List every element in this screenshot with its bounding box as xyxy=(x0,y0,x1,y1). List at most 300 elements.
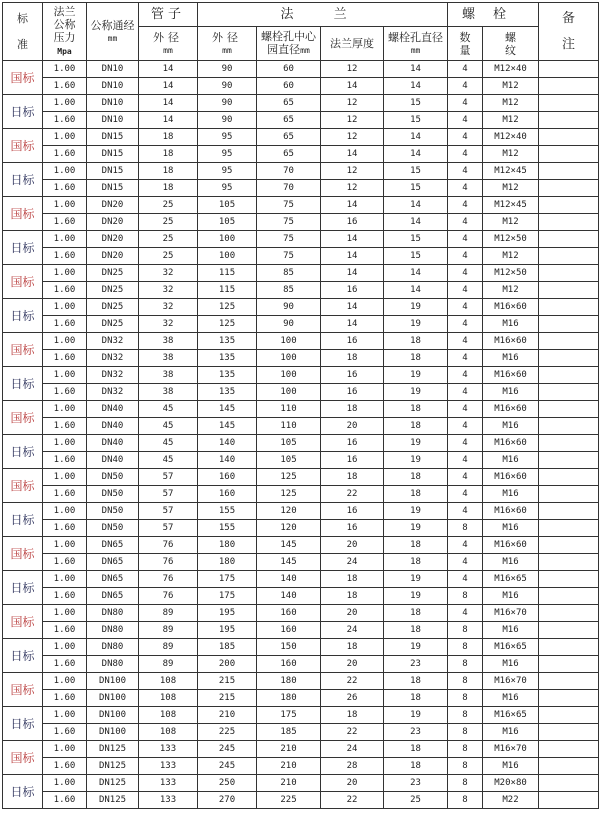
hole-diameter-cell: 19 xyxy=(384,452,448,469)
bolt-count-cell: 4 xyxy=(448,435,483,452)
pressure-cell: 1.00 xyxy=(43,707,87,724)
bolt-circle-cell: 140 xyxy=(257,588,321,605)
pipe-od-cell: 133 xyxy=(139,758,198,775)
nominal-diameter-cell: DN40 xyxy=(87,452,139,469)
remarks-cell xyxy=(539,146,599,163)
bolt-thread-cell: M16 xyxy=(483,486,539,503)
nominal-diameter-cell: DN80 xyxy=(87,622,139,639)
pipe-od-cell: 45 xyxy=(139,435,198,452)
thickness-cell: 12 xyxy=(321,129,384,146)
remarks-cell xyxy=(539,554,599,571)
nominal-diameter-cell: DN50 xyxy=(87,520,139,537)
standard-cell: 日标 xyxy=(3,367,43,401)
remarks-cell xyxy=(539,520,599,537)
nominal-diameter-cell: DN32 xyxy=(87,350,139,367)
header-standard xyxy=(3,3,43,61)
pipe-od-cell: 14 xyxy=(139,112,198,129)
nominal-diameter-cell: DN65 xyxy=(87,571,139,588)
bolt-count-cell: 4 xyxy=(448,197,483,214)
thickness-cell: 12 xyxy=(321,112,384,129)
thickness-cell: 20 xyxy=(321,775,384,792)
table-row xyxy=(3,673,599,690)
header-bolt-thread xyxy=(483,27,539,61)
standard-cell: 日标 xyxy=(3,231,43,265)
pipe-od-cell: 38 xyxy=(139,384,198,401)
thickness-cell: 16 xyxy=(321,435,384,452)
thickness-cell: 18 xyxy=(321,707,384,724)
pressure-cell: 1.00 xyxy=(43,741,87,758)
flange-od-cell: 195 xyxy=(198,622,257,639)
bolt-thread-cell: M16 xyxy=(483,656,539,673)
header-nominal-unit: mm xyxy=(107,33,118,43)
hole-diameter-cell: 18 xyxy=(384,401,448,418)
bolt-circle-cell: 125 xyxy=(257,469,321,486)
bolt-thread-cell: M16×70 xyxy=(483,605,539,622)
pressure-cell: 1.60 xyxy=(43,78,87,95)
flange-od-cell: 155 xyxy=(198,520,257,537)
pressure-cell: 1.00 xyxy=(43,673,87,690)
flange-od-cell: 135 xyxy=(198,384,257,401)
remarks-cell xyxy=(539,112,599,129)
bolt-count-cell: 4 xyxy=(448,129,483,146)
hole-diameter-cell: 18 xyxy=(384,537,448,554)
bolt-count-cell: 8 xyxy=(448,588,483,605)
remarks-cell xyxy=(539,231,599,248)
table-row xyxy=(3,401,599,418)
table-row xyxy=(3,384,599,401)
table-row xyxy=(3,724,599,741)
nominal-diameter-cell: DN80 xyxy=(87,656,139,673)
nominal-diameter-cell: DN25 xyxy=(87,299,139,316)
table-row xyxy=(3,95,599,112)
bolt-thread-cell: M16 xyxy=(483,350,539,367)
pressure-cell: 1.60 xyxy=(43,282,87,299)
pressure-cell: 1.60 xyxy=(43,112,87,129)
remarks-cell xyxy=(539,775,599,792)
bolt-thread-cell: M16 xyxy=(483,520,539,537)
pipe-od-cell: 25 xyxy=(139,197,198,214)
bolt-count-cell: 4 xyxy=(448,146,483,163)
bolt-thread-cell: M20×80 xyxy=(483,775,539,792)
bolt-count-cell: 8 xyxy=(448,707,483,724)
thickness-cell: 14 xyxy=(321,248,384,265)
bolt-thread-cell: M16×60 xyxy=(483,401,539,418)
pressure-cell: 1.60 xyxy=(43,180,87,197)
remarks-cell xyxy=(539,792,599,809)
bolt-thread-cell: M12 xyxy=(483,78,539,95)
remarks-cell xyxy=(539,265,599,282)
pressure-cell: 1.00 xyxy=(43,197,87,214)
bolt-circle-cell: 140 xyxy=(257,571,321,588)
standard-cell: 国标 xyxy=(3,265,43,299)
thickness-cell: 20 xyxy=(321,656,384,673)
bolt-count-cell: 4 xyxy=(448,333,483,350)
table-row xyxy=(3,248,599,265)
thickness-cell: 16 xyxy=(321,452,384,469)
table-row xyxy=(3,554,599,571)
hole-diameter-cell: 15 xyxy=(384,95,448,112)
pressure-cell: 1.00 xyxy=(43,469,87,486)
bolt-circle-cell: 175 xyxy=(257,707,321,724)
hole-diameter-cell: 19 xyxy=(384,367,448,384)
flange-od-cell: 160 xyxy=(198,469,257,486)
table-row xyxy=(3,452,599,469)
pressure-cell: 1.60 xyxy=(43,622,87,639)
bolt-count-cell: 4 xyxy=(448,316,483,333)
flange-od-cell: 115 xyxy=(198,265,257,282)
nominal-diameter-cell: DN10 xyxy=(87,112,139,129)
pipe-od-cell: 45 xyxy=(139,418,198,435)
thickness-cell: 14 xyxy=(321,265,384,282)
remarks-cell xyxy=(539,605,599,622)
bolt-count-cell: 8 xyxy=(448,792,483,809)
hole-diameter-cell: 14 xyxy=(384,61,448,78)
bolt-count-cell: 4 xyxy=(448,384,483,401)
nominal-diameter-cell: DN50 xyxy=(87,503,139,520)
nominal-diameter-cell: DN40 xyxy=(87,418,139,435)
bolt-count-cell: 4 xyxy=(448,78,483,95)
bolt-count-cell: 8 xyxy=(448,741,483,758)
pipe-od-cell: 108 xyxy=(139,724,198,741)
bolt-count-cell: 8 xyxy=(448,758,483,775)
standard-cell: 日标 xyxy=(3,775,43,809)
flange-od-cell: 245 xyxy=(198,758,257,775)
hole-diameter-cell: 19 xyxy=(384,299,448,316)
bolt-circle-cell: 105 xyxy=(257,435,321,452)
flange-od-cell: 175 xyxy=(198,571,257,588)
pressure-cell: 1.60 xyxy=(43,384,87,401)
bolt-count-cell: 4 xyxy=(448,248,483,265)
bolt-circle-cell: 65 xyxy=(257,146,321,163)
bolt-count-cell: 8 xyxy=(448,656,483,673)
header-flange-od-label: 外径 xyxy=(212,30,242,44)
bolt-thread-cell: M16 xyxy=(483,554,539,571)
standard-cell: 国标 xyxy=(3,401,43,435)
thickness-cell: 18 xyxy=(321,588,384,605)
nominal-diameter-cell: DN80 xyxy=(87,639,139,656)
pipe-od-cell: 14 xyxy=(139,78,198,95)
header-thickness: 法兰厚度 xyxy=(321,27,384,61)
pipe-od-cell: 18 xyxy=(139,129,198,146)
hole-diameter-cell: 23 xyxy=(384,724,448,741)
pressure-cell: 1.00 xyxy=(43,129,87,146)
standard-cell: 国标 xyxy=(3,61,43,95)
nominal-diameter-cell: DN100 xyxy=(87,690,139,707)
pipe-od-cell: 25 xyxy=(139,248,198,265)
bolt-count-cell: 4 xyxy=(448,282,483,299)
remarks-cell xyxy=(539,707,599,724)
thickness-cell: 22 xyxy=(321,724,384,741)
nominal-diameter-cell: DN20 xyxy=(87,197,139,214)
hole-diameter-cell: 18 xyxy=(384,741,448,758)
pipe-od-cell: 14 xyxy=(139,61,198,78)
pressure-cell: 1.60 xyxy=(43,214,87,231)
standard-cell: 国标 xyxy=(3,129,43,163)
remarks-cell xyxy=(539,503,599,520)
table-row xyxy=(3,163,599,180)
table-row xyxy=(3,435,599,452)
thickness-cell: 24 xyxy=(321,741,384,758)
hole-diameter-cell: 23 xyxy=(384,775,448,792)
table-row xyxy=(3,112,599,129)
nominal-diameter-cell: DN20 xyxy=(87,248,139,265)
bolt-thread-cell: M12×40 xyxy=(483,129,539,146)
flange-od-cell: 250 xyxy=(198,775,257,792)
bolt-thread-cell: M16×65 xyxy=(483,571,539,588)
thickness-cell: 18 xyxy=(321,571,384,588)
bolt-thread-cell: M16×65 xyxy=(483,639,539,656)
hole-diameter-cell: 23 xyxy=(384,656,448,673)
nominal-diameter-cell: DN65 xyxy=(87,588,139,605)
remarks-cell xyxy=(539,95,599,112)
bolt-thread-cell: M16×60 xyxy=(483,469,539,486)
flange-od-cell: 115 xyxy=(198,282,257,299)
hole-diameter-cell: 19 xyxy=(384,435,448,452)
pipe-od-cell: 108 xyxy=(139,673,198,690)
pressure-cell: 1.60 xyxy=(43,418,87,435)
header-bolt-circle-unit: mm xyxy=(300,46,310,55)
header-hole-diameter xyxy=(384,27,448,61)
standard-cell: 日标 xyxy=(3,163,43,197)
pressure-cell: 1.60 xyxy=(43,316,87,333)
remarks-cell xyxy=(539,622,599,639)
flange-od-cell: 185 xyxy=(198,639,257,656)
header-bolt-thread-char2: 纹 xyxy=(505,43,517,57)
pressure-cell: 1.00 xyxy=(43,61,87,78)
pipe-od-cell: 38 xyxy=(139,367,198,384)
table-row xyxy=(3,214,599,231)
pressure-cell: 1.00 xyxy=(43,435,87,452)
thickness-cell: 18 xyxy=(321,401,384,418)
pressure-cell: 1.00 xyxy=(43,367,87,384)
thickness-cell: 14 xyxy=(321,316,384,333)
thickness-cell: 16 xyxy=(321,282,384,299)
pipe-od-cell: 89 xyxy=(139,656,198,673)
bolt-circle-cell: 120 xyxy=(257,520,321,537)
bolt-thread-cell: M16×60 xyxy=(483,435,539,452)
nominal-diameter-cell: DN50 xyxy=(87,469,139,486)
bolt-circle-cell: 65 xyxy=(257,95,321,112)
remarks-cell xyxy=(539,248,599,265)
table-row xyxy=(3,180,599,197)
pipe-od-cell: 76 xyxy=(139,571,198,588)
remarks-cell xyxy=(539,299,599,316)
remarks-cell xyxy=(539,180,599,197)
header-flange-od-unit: mm xyxy=(222,45,232,55)
pipe-od-cell: 89 xyxy=(139,639,198,656)
pipe-od-cell: 32 xyxy=(139,282,198,299)
table-row xyxy=(3,758,599,775)
table-row xyxy=(3,316,599,333)
bolt-thread-cell: M16 xyxy=(483,316,539,333)
thickness-cell: 20 xyxy=(321,605,384,622)
bolt-circle-cell: 85 xyxy=(257,282,321,299)
header-remarks-char2: 注 xyxy=(562,37,576,52)
nominal-diameter-cell: DN125 xyxy=(87,758,139,775)
bolt-count-cell: 4 xyxy=(448,503,483,520)
bolt-circle-cell: 100 xyxy=(257,350,321,367)
thickness-cell: 26 xyxy=(321,690,384,707)
bolt-circle-cell: 75 xyxy=(257,214,321,231)
hole-diameter-cell: 14 xyxy=(384,129,448,146)
remarks-cell xyxy=(539,333,599,350)
header-hole-label: 螺栓孔直径 xyxy=(388,30,443,44)
nominal-diameter-cell: DN40 xyxy=(87,435,139,452)
flange-od-cell: 140 xyxy=(198,452,257,469)
bolt-circle-cell: 145 xyxy=(257,537,321,554)
thickness-cell: 14 xyxy=(321,146,384,163)
table-body xyxy=(3,61,599,809)
bolt-thread-cell: M16 xyxy=(483,724,539,741)
nominal-diameter-cell: DN20 xyxy=(87,214,139,231)
nominal-diameter-cell: DN50 xyxy=(87,486,139,503)
bolt-thread-cell: M16×60 xyxy=(483,367,539,384)
pressure-cell: 1.60 xyxy=(43,452,87,469)
remarks-cell xyxy=(539,61,599,78)
hole-diameter-cell: 15 xyxy=(384,163,448,180)
nominal-diameter-cell: DN80 xyxy=(87,605,139,622)
remarks-cell xyxy=(539,435,599,452)
header-bolt-circle xyxy=(257,27,321,61)
nominal-diameter-cell: DN10 xyxy=(87,61,139,78)
bolt-thread-cell: M16×60 xyxy=(483,537,539,554)
table-row xyxy=(3,350,599,367)
bolt-thread-cell: M16 xyxy=(483,690,539,707)
header-pipe-od xyxy=(139,27,198,61)
bolt-circle-cell: 210 xyxy=(257,775,321,792)
pressure-cell: 1.60 xyxy=(43,554,87,571)
table-row xyxy=(3,61,599,78)
hole-diameter-cell: 15 xyxy=(384,112,448,129)
bolt-count-cell: 4 xyxy=(448,180,483,197)
flange-od-cell: 210 xyxy=(198,707,257,724)
pipe-od-cell: 18 xyxy=(139,146,198,163)
thickness-cell: 14 xyxy=(321,197,384,214)
flange-od-cell: 215 xyxy=(198,673,257,690)
nominal-diameter-cell: DN10 xyxy=(87,78,139,95)
table-row xyxy=(3,146,599,163)
bolt-thread-cell: M12×50 xyxy=(483,265,539,282)
bolt-thread-cell: M12×45 xyxy=(483,197,539,214)
table-row xyxy=(3,792,599,809)
pressure-cell: 1.00 xyxy=(43,333,87,350)
bolt-thread-cell: M12×45 xyxy=(483,163,539,180)
pipe-od-cell: 133 xyxy=(139,792,198,809)
bolt-circle-cell: 150 xyxy=(257,639,321,656)
header-row-top xyxy=(3,3,599,27)
bolt-thread-cell: M16 xyxy=(483,588,539,605)
pipe-od-cell: 108 xyxy=(139,690,198,707)
bolt-count-cell: 8 xyxy=(448,639,483,656)
bolt-circle-cell: 60 xyxy=(257,61,321,78)
standard-cell: 日标 xyxy=(3,639,43,673)
remarks-cell xyxy=(539,639,599,656)
header-bolt-circle-line1: 螺栓孔中心 xyxy=(261,30,316,43)
pipe-od-cell: 76 xyxy=(139,588,198,605)
standard-cell: 日标 xyxy=(3,435,43,469)
nominal-diameter-cell: DN25 xyxy=(87,316,139,333)
bolt-count-cell: 8 xyxy=(448,520,483,537)
remarks-cell xyxy=(539,316,599,333)
bolt-count-cell: 8 xyxy=(448,775,483,792)
thickness-cell: 28 xyxy=(321,758,384,775)
thickness-cell: 12 xyxy=(321,163,384,180)
nominal-diameter-cell: DN100 xyxy=(87,673,139,690)
thickness-cell: 16 xyxy=(321,333,384,350)
header-pipe-od-unit: mm xyxy=(163,45,173,55)
hole-diameter-cell: 19 xyxy=(384,639,448,656)
standard-cell: 日标 xyxy=(3,503,43,537)
hole-diameter-cell: 15 xyxy=(384,231,448,248)
header-pressure-line2: 公称 xyxy=(53,18,76,31)
nominal-diameter-cell: DN15 xyxy=(87,163,139,180)
pressure-cell: 1.60 xyxy=(43,146,87,163)
bolt-circle-cell: 110 xyxy=(257,418,321,435)
bolt-circle-cell: 105 xyxy=(257,452,321,469)
flange-od-cell: 140 xyxy=(198,435,257,452)
thickness-cell: 14 xyxy=(321,78,384,95)
bolt-circle-cell: 75 xyxy=(257,231,321,248)
bolt-circle-cell: 70 xyxy=(257,180,321,197)
table-row xyxy=(3,605,599,622)
standard-cell: 国标 xyxy=(3,197,43,231)
bolt-count-cell: 4 xyxy=(448,537,483,554)
bolt-thread-cell: M16×60 xyxy=(483,503,539,520)
remarks-cell xyxy=(539,588,599,605)
thickness-cell: 24 xyxy=(321,554,384,571)
pressure-cell: 1.60 xyxy=(43,758,87,775)
nominal-diameter-cell: DN32 xyxy=(87,384,139,401)
nominal-diameter-cell: DN125 xyxy=(87,741,139,758)
bolt-circle-cell: 85 xyxy=(257,265,321,282)
bolt-count-cell: 4 xyxy=(448,214,483,231)
bolt-count-cell: 4 xyxy=(448,299,483,316)
pressure-cell: 1.60 xyxy=(43,588,87,605)
bolt-count-cell: 4 xyxy=(448,418,483,435)
pressure-cell: 1.00 xyxy=(43,605,87,622)
bolt-circle-cell: 100 xyxy=(257,367,321,384)
header-remarks xyxy=(539,3,599,61)
pipe-od-cell: 108 xyxy=(139,707,198,724)
pressure-cell: 1.00 xyxy=(43,163,87,180)
thickness-cell: 16 xyxy=(321,384,384,401)
hole-diameter-cell: 15 xyxy=(384,180,448,197)
header-pressure-unit: Mpa xyxy=(57,47,72,56)
thickness-cell: 24 xyxy=(321,622,384,639)
flange-od-cell: 95 xyxy=(198,163,257,180)
flange-od-cell: 90 xyxy=(198,78,257,95)
bolt-circle-cell: 160 xyxy=(257,656,321,673)
header-flange: 法 兰 xyxy=(198,3,448,27)
table-row xyxy=(3,78,599,95)
pipe-od-cell: 76 xyxy=(139,537,198,554)
thickness-cell: 16 xyxy=(321,503,384,520)
flange-od-cell: 195 xyxy=(198,605,257,622)
hole-diameter-cell: 19 xyxy=(384,384,448,401)
remarks-cell xyxy=(539,214,599,231)
flange-od-cell: 90 xyxy=(198,95,257,112)
hole-diameter-cell: 18 xyxy=(384,350,448,367)
thickness-cell: 18 xyxy=(321,350,384,367)
standard-cell: 国标 xyxy=(3,469,43,503)
bolt-circle-cell: 75 xyxy=(257,197,321,214)
remarks-cell xyxy=(539,537,599,554)
remarks-cell xyxy=(539,163,599,180)
pressure-cell: 1.60 xyxy=(43,792,87,809)
bolt-thread-cell: M12 xyxy=(483,112,539,129)
pipe-od-cell: 45 xyxy=(139,401,198,418)
flange-od-cell: 135 xyxy=(198,367,257,384)
